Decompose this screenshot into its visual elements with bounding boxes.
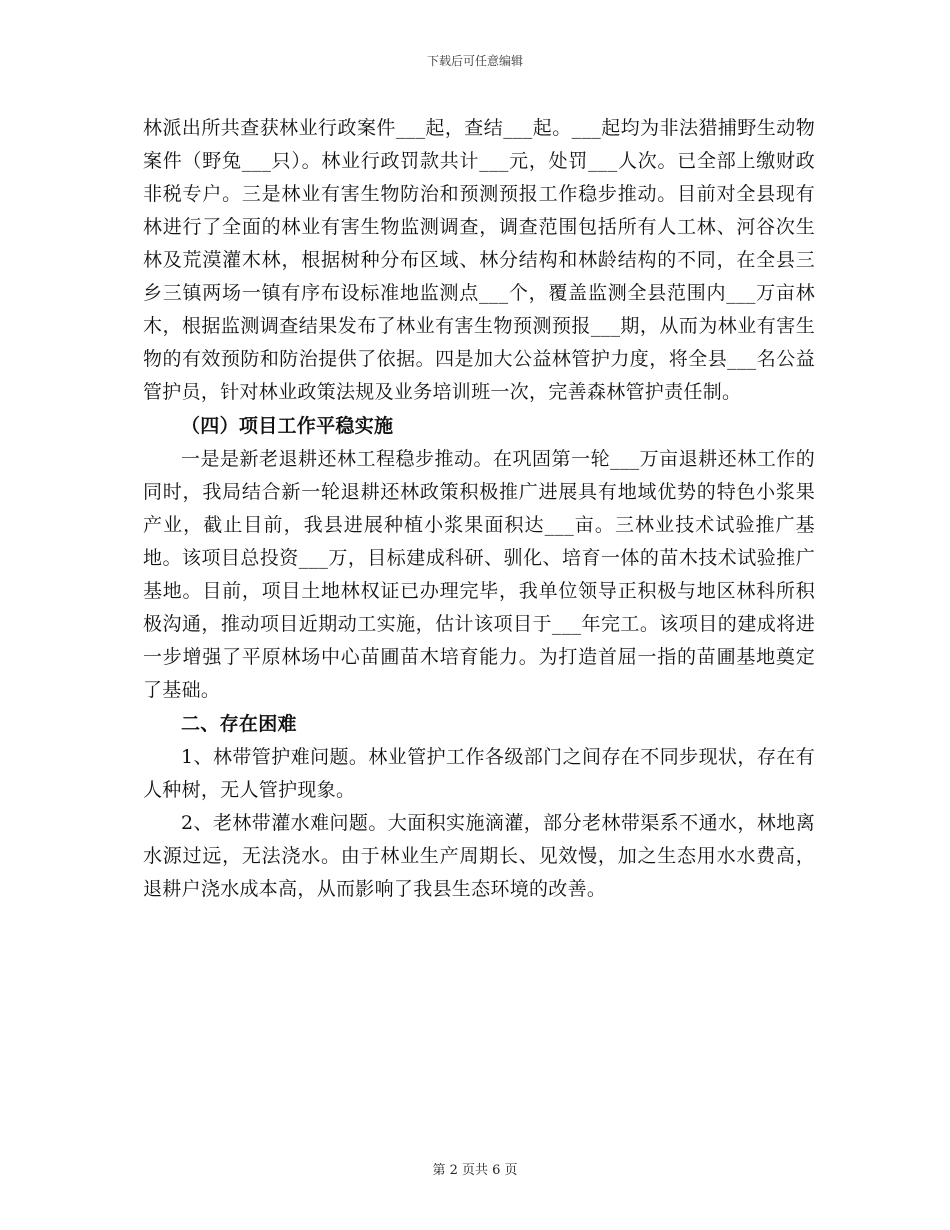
- paragraph-difficulty-1: 1、林带管护难问题。林业管护工作各级部门之间存在不同步现状，存在有人种树，无人管护现象。: [143, 746, 815, 801]
- section-heading-difficulties: 二、存在困难: [181, 713, 297, 735]
- paragraph-difficulty-2: 2、老林带灌水难问题。大面积实施滴灌，部分老林带渠系不通水，林地离水源过远，无法浇水。由于林业生产周期长、见效慢，加之生态用水水费高，退耕户浇水成本高，从而影响了我县生态环境的改善。: [143, 812, 815, 900]
- paragraph-forestry-enforcement: 林派出所共查获林业行政案件___起，查结___起。___起均为非法猎捕野生动物案件（野兔___只）。林业行政罚款共计___元，处罚___人次。已全部上缴财政非税专户。三是林业有害生物防治和预测预报工作稳步推动。目前对全县现有林进行了全面的林业有害生物监测调查，调查范围包括所有人工林、河谷次生林及荒漠灌木林，根据树种分布区域、林分结构和林龄结构的不同，在全县三乡三镇两场一镇有序布设标准地监测点___个，覆盖监测全县范围内___万亩林木，根据监测调查结果发布了林业有害生物预测预报___期，从而为林业有害生物的有效预防和防治提供了依据。四是加大公益林管护力度，将全县___名公益管护员，针对林业政策法规及业务培训班一次，完善森林管护责任制。: [143, 117, 815, 403]
- section-heading-projects: （四）项目工作平稳实施: [181, 415, 394, 437]
- page-footer: 第 2 页共 6 页: [432, 1163, 518, 1178]
- page-header: 下载后可任意编辑: [426, 54, 523, 68]
- paragraph-project-implementation: 一是是新老退耕还林工程稳步推动。在巩固第一轮___万亩退耕还林工作的同时，我局结合新一轮退耕还林政策积极推广进展具有地域优势的特色小浆果产业，截止目前，我县进展种植小浆果面积达___亩。三林业技术试验推广基地。该项目总投资___万，目标建成科研、驯化、培育一体的苗木技术试验推广基地。目前，项目土地林权证已办理完毕，我单位领导正积极与地区林科所积极沟通，推动项目近期动工实施，估计该项目于___年完工。该项目的建成将进一步增强了平原林场中心苗圃苗木培育能力。为打造首屈一指的苗圃基地奠定了基础。: [143, 448, 815, 701]
- document-body: [143, 112, 815, 906]
